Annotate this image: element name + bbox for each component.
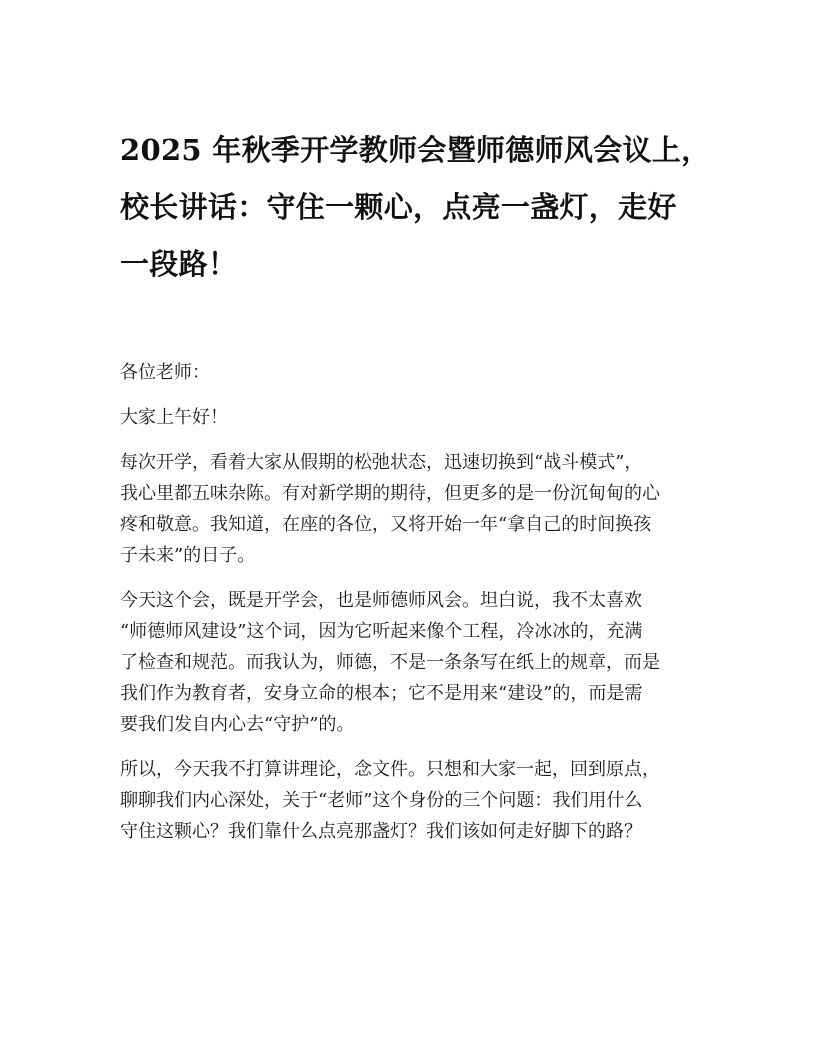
body-paragraph [120,585,700,740]
title-line: 一段路！ [120,247,238,281]
greeting-paragraph [120,402,700,433]
text-line: 每次开学，看着大家从假期的松弛状态，迅速切换到“战斗模式”， [120,452,643,473]
text-line: 聊聊我们内心深处，关于“老师”这个身份的三个问题：我们用什么 [120,790,643,811]
title-line: 校长讲话：守住一颗心，点亮一盏灯，走好 [120,190,677,224]
text-line: 各位老师： [120,362,210,383]
text-line: “师德师风建设”这个词，因为它听起来像个工程，冷冰冰的，充满 [120,621,643,642]
body-paragraph [120,447,700,571]
text-line: 所以，今天我不打算讲理论，念文件。只想和大家一起，回到原点， [120,759,660,780]
document-body [120,357,700,861]
text-line: 我们作为教育者，安身立命的根本；它不是用来“建设”的，而是需 [120,683,643,704]
text-line: 疼和敬意。我知道，在座的各位，又将开始一年“拿自己的时间换孩 [120,514,652,535]
title-line: 2025 年秋季开学教师会暨师德师风会议上， [120,133,711,167]
text-line: 了检查和规范。而我认为，师德，不是一条条写在纸上的规章，而是 [120,652,660,673]
document-title [120,122,710,293]
body-paragraph [120,754,700,847]
text-line: 今天这个会，既是开学会，也是师德师风会。坦白说，我不太喜欢 [120,590,642,611]
text-line: 子未来”的日子。 [120,545,256,566]
text-line: 我心里都五味杂陈。有对新学期的期待，但更多的是一份沉甸甸的心 [120,483,660,504]
salutation-paragraph [120,357,700,388]
text-line: 要我们发自内心去“守护”的。 [120,714,355,735]
text-line: 守住这颗心？我们靠什么点亮那盏灯？我们该如何走好脚下的路？ [120,821,642,842]
text-line: 大家上午好！ [120,407,228,428]
